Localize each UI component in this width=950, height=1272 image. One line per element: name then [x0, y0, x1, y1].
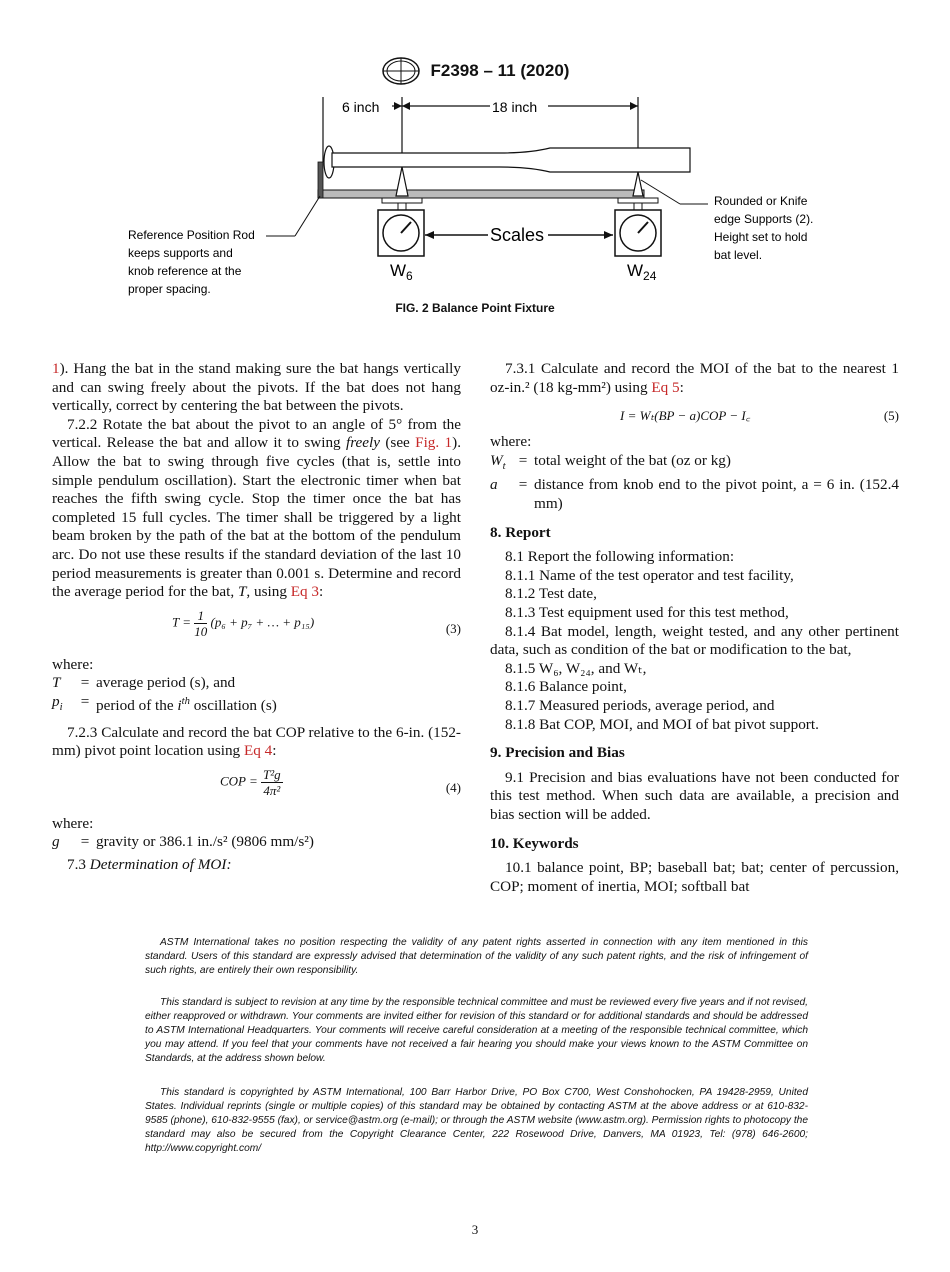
paragraph-hang-bat: 1). Hang the bat in the stand making sure the bat hangs vertically and can swing freely about the pivots. If the bat does not hang vertically, correct by centering the bat between the pivots.	[52, 360, 461, 415]
section-7-3: 7.3 Determination of MOI:	[67, 855, 232, 873]
list-item: 8.1.1 Name of the test operator and test facility,	[505, 566, 794, 584]
report-list	[490, 548, 899, 734]
paragraph-7-2-3: 7.2.3 Calculate and record the bat COP relative to the 6-in. (152-mm) pivot point location using Eq 4:	[52, 723, 461, 760]
paragraph-9-1: 9.1 Precision and bias evaluations have not been conducted for this test method. When such data are available, a precision and bias section will be added.	[490, 768, 899, 823]
eq-3-link[interactable]: Eq 3	[290, 583, 319, 601]
balance-point-fixture-figure	[100, 92, 850, 304]
fig-1-link[interactable]: 1	[52, 360, 60, 377]
astm-logo-icon	[381, 56, 421, 86]
equation-5: I = Wₜ(BP − a)COP − I꜀ (5)	[490, 403, 899, 427]
where-label-3: where:	[490, 433, 532, 451]
definition-Wt: $W_t$ = total weight of the bat (oz or kg)	[490, 451, 731, 472]
fig-1-link-2[interactable]: Fig. 1	[415, 434, 453, 452]
w6-label: $W_6$	[390, 261, 413, 283]
reference-rod-label: Reference Position Rod keeps supports and knob reference at the proper spacing.	[128, 228, 255, 296]
revision-notice: This standard is subject to revision at any time by the responsible technical committee and must be reviewed every five years and if not revised, either reapproved or withdrawn. Your comments are invited either for revision of this standard or for additional standards and should be addressed to ASTM International Headquarters. Your comments will receive careful consideration at a meeting of the responsible technical committee, which you may attend. If you feel that your comments have not received a fair hearing you should make your views known to the ASTM Committee on Standards, at the address shown below.	[145, 997, 808, 1064]
list-item: 8.1.8 Bat COP, MOI, and MOI of bat pivot support.	[505, 715, 819, 733]
eq-4-link[interactable]: Eq 4	[243, 742, 273, 760]
standard-code: F2398 – 11 (2020)	[430, 61, 570, 80]
dimension-6-inch: 6 inch	[342, 99, 380, 115]
equation-5-number: (5)	[883, 408, 899, 424]
list-item: 8.1.5 W₆, W₂₄, and Wₜ,	[505, 659, 647, 677]
right-column	[490, 360, 899, 896]
patent-notice: ASTM International takes no position respecting the validity of any patent rights asserted in connection with any item mentioned in this standard. Users of this standard are expressly advised that determination of the validity of any such patent rights, and the risk of infringement of such rights, are entirely their own responsibility.	[145, 937, 808, 976]
definition-T: T = average period (s), and	[52, 674, 236, 692]
list-item: 8.1.3 Test equipment used for this test method,	[505, 603, 789, 621]
paragraph-10-1: 10.1 balance point, BP; baseball bat; bat; center of percussion, COP; moment of inertia, MOI; softball bat	[490, 859, 899, 895]
equation-4: COP = $\frac{\text{T²g}}{\text{4π²}}$ (4)	[220, 766, 461, 798]
where-label-2: where:	[52, 814, 94, 832]
paragraph-7-3-1: 7.3.1 Calculate and record the MOI of the bat to the nearest 1 oz-in.² (18 kg-mm²) using Eq 5:	[490, 360, 899, 396]
copyright-notice: This standard is copyrighted by ASTM International, 100 Barr Harbor Drive, PO Box C700, West Conshohocken, PA 19428-2959, United States. Individual reprints (single or multiple copies) of this standard may be obtained by contacting ASTM at the above address or at 610-832-9585 (phone), 610-832-9555 (fax), or service@astm.org (e-mail); or through the ASTM website (www.astm.org). Permission rights to photocopy the standard may also be secured from the Copyright Clearance Center, 222 Rosewood Drive, Danvers, MA 01923, Tel: (978) 646-2600; http://www.copyright.com/	[145, 1087, 808, 1154]
list-item: 8.1 Report the following information:	[505, 548, 735, 566]
scales-label: Scales	[490, 225, 545, 245]
definition-pi: $p_i$ = period of the $i^{th}$ oscillation (s)	[52, 692, 277, 714]
paragraph-7-2-2: 7.2.2 Rotate the bat about the pivot to an angle of 5° from the vertical. Release the bat and allow it to swing freely (see Fig. 1). Allow the bat to swing through five cycles (that is, settle into simple pendulum oscillation). Start the electronic timer when bat reaches the fifth swing cycle. Stop the timer once the bat has completed 15 full cycles. The timer shall be triggered by a light beam broken by the path of the bat at the bottom of the pendulum arc. Do not use these results if the standard deviation of the last 10 period measurements is greater than 0.001 s. Determine and record the average period for the bat, T, using Eq 3:	[52, 415, 461, 601]
page-number: 3	[471, 1222, 479, 1237]
equation-4-number: (4)	[445, 779, 461, 795]
heading-report: 8. Report	[490, 523, 551, 541]
support-label: Rounded or Knife edge Supports (2). Height set to hold bat level.	[714, 194, 814, 262]
dimension-18-inch: 18 inch	[492, 99, 538, 115]
definition-g: g = gravity or 386.1 in./s² (9806 mm/s²)	[52, 833, 314, 851]
list-item: 8.1.2 Test date,	[505, 585, 597, 603]
page-header	[0, 56, 950, 86]
heading-precision-bias: 9. Precision and Bias	[490, 744, 625, 762]
list-item: 8.1.7 Measured periods, average period, and	[505, 696, 775, 714]
heading-keywords: 10. Keywords	[490, 834, 579, 852]
eq-5-link[interactable]: Eq 5	[651, 378, 680, 396]
equation-3-number: (3)	[445, 620, 461, 636]
list-item: 8.1.6 Balance point,	[505, 678, 627, 696]
left-column	[52, 360, 461, 875]
equation-3: T = $\frac{1}{10}$ (p₆ + p₇ + … + p₁₅) (3)	[172, 607, 461, 639]
definition-a: a = distance from knob end to the pivot point, a = 6 in. (152.4 mm)	[490, 476, 899, 512]
list-item: 8.1.4 Bat model, length, weight tested, and any other pertinent data, such as condition of the bat or modification to the bat,	[490, 622, 899, 659]
figure-caption: FIG. 2 Balance Point Fixture	[395, 301, 555, 315]
w24-label: $W_{24}$	[627, 261, 657, 283]
where-label: where:	[52, 655, 94, 673]
